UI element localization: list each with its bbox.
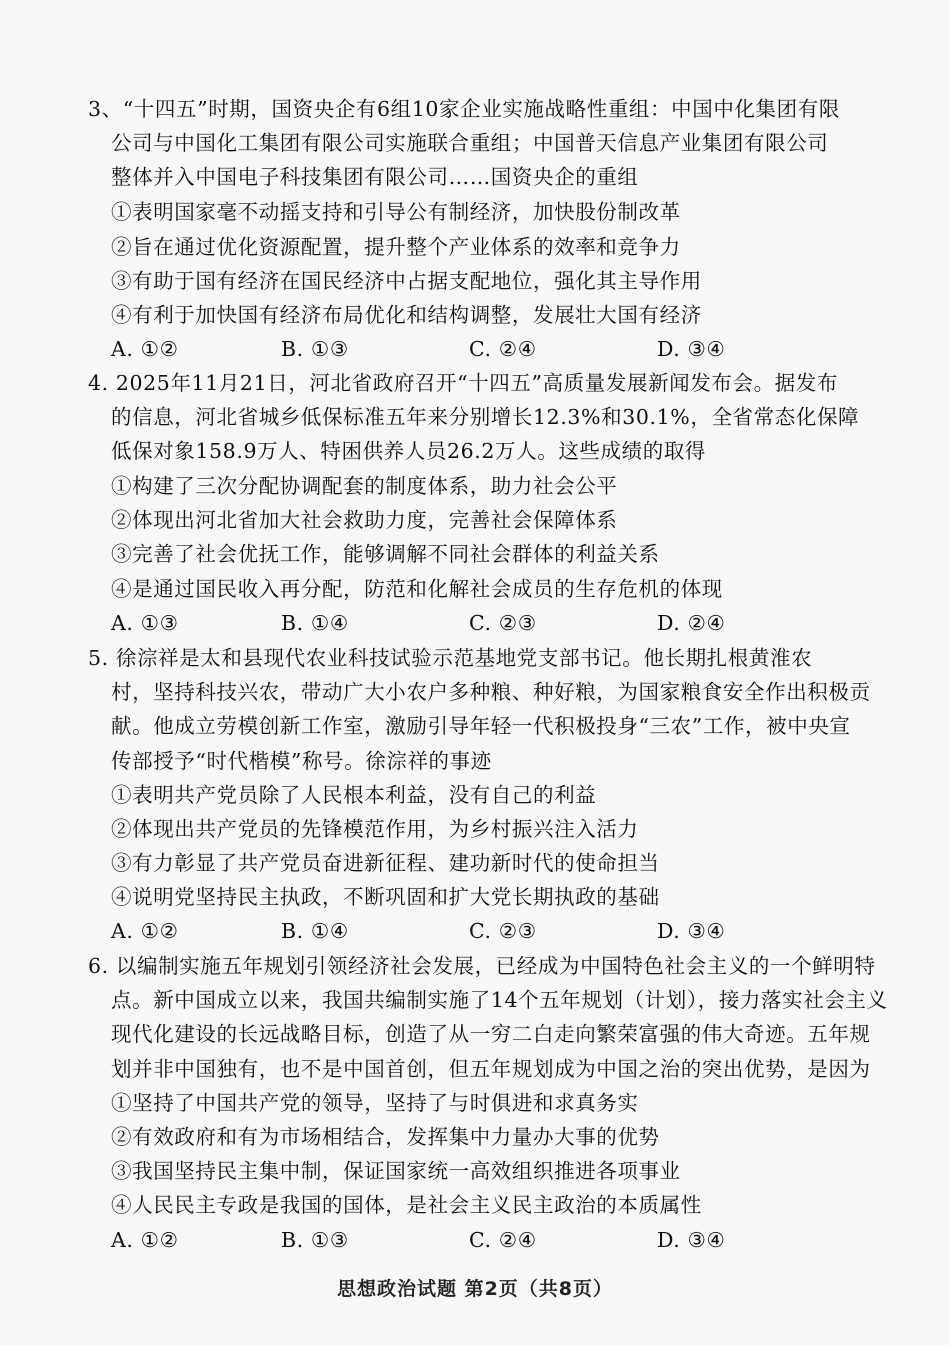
q6-statement-3: ③我国坚持民主集中制，保证国家统一高效组织推进各项事业	[111, 1159, 681, 1183]
q5-stem-line: 村，坚持科技兴农，带动广大小农户多种粮、种好粮，为国家粮食安全作出积极贡	[111, 680, 871, 704]
q4-choice-a: A. ①③	[111, 611, 179, 635]
q5-statement-3: ③有力彰显了共产党员奋进新征程、建功新时代的使命担当	[111, 851, 660, 875]
q4-choice-d: D. ②④	[657, 611, 726, 635]
q5-stem-line: 5. 徐淙祥是太和县现代农业科技试验示范基地党支部书记。他长期扎根黄淮农	[88, 646, 813, 670]
q5-choices	[111, 918, 911, 944]
q6-choice-d: D. ③④	[657, 1228, 726, 1252]
q5-stem-line: 传部授予“时代楷模”称号。徐淙祥的事迹	[111, 749, 492, 773]
q3-stem-line: 3、“十四五”时期，国资央企有6组10家企业实施战略性重组：中国中化集团有限	[88, 97, 840, 121]
q3-statement-3: ③有助于国有经济在国民经济中占据支配地位，强化其主导作用	[111, 269, 702, 293]
q6-stem-line: 点。新中国成立以来，我国共编制实施了14个五年规划（计划），接力落实社会主义	[111, 988, 888, 1012]
q6-statement-1: ①坚持了中国共产党的领导，坚持了与时俱进和求真务实	[111, 1091, 639, 1115]
q6-stem-line: 现代化建设的长远战略目标，创造了从一穷二白走向繁荣富强的伟大奇迹。五年规	[111, 1022, 871, 1046]
q4-statement-2: ②体现出河北省加大社会救助力度，完善社会保障体系	[111, 508, 618, 532]
q4-choices	[111, 610, 911, 636]
q6-choice-b: B. ①③	[281, 1228, 349, 1252]
q4-statement-4: ④是通过国民收入再分配，防范和化解社会成员的生存危机的体现	[111, 577, 723, 601]
q6-stem-line: 6. 以编制实施五年规划引领经济社会发展，已经成为中国特色社会主义的一个鲜明特	[88, 954, 876, 978]
q3-statement-1: ①表明国家毫不动摇支持和引导公有制经济，加快股份制改革	[111, 200, 681, 224]
q3-statement-4: ④有利于加快国有经济布局优化和结构调整，发展壮大国有经济	[111, 303, 702, 327]
q3-stem-line: 整体并入中国电子科技集团有限公司……国资央企的重组	[111, 165, 639, 189]
q5-statement-2: ②体现出共产党员的先锋模范作用，为乡村振兴注入活力	[111, 817, 639, 841]
q6-choice-c: C. ②④	[469, 1228, 537, 1252]
q5-statement-1: ①表明共产党员除了人民根本利益，没有自己的利益	[111, 783, 597, 807]
q4-stem-line: 的信息，河北省城乡低保标准五年来分别增长12.3%和30.1%，全省常态化保障	[111, 405, 860, 429]
q3-stem-line: 公司与中国化工集团有限公司实施联合重组；中国普天信息产业集团有限公司	[111, 131, 829, 155]
q4-statement-3: ③完善了社会优抚工作，能够调解不同社会群体的利益关系	[111, 542, 660, 566]
q6-statement-4: ④人民民主专政是我国的国体，是社会主义民主政治的本质属性	[111, 1193, 702, 1217]
q4-choice-b: B. ①④	[281, 611, 349, 635]
q3-choice-a: A. ①②	[111, 337, 179, 361]
q6-choices	[111, 1227, 911, 1253]
q3-choice-c: C. ②④	[469, 337, 537, 361]
q5-choice-a: A. ①②	[111, 919, 179, 943]
q6-stem-line: 划并非中国独有，也不是中国首创，但五年规划成为中国之治的突出优势，是因为	[111, 1057, 871, 1081]
q5-statement-4: ④说明党坚持民主执政，不断巩固和扩大党长期执政的基础	[111, 885, 660, 909]
q4-stem-line: 4. 2025年11月21日，河北省政府召开“十四五”高质量发展新闻发布会。据发布	[88, 371, 838, 395]
q4-choice-c: C. ②③	[469, 611, 537, 635]
q3-choice-d: D. ③④	[657, 337, 726, 361]
q5-stem-line: 献。他成立劳模创新工作室，激励引导年轻一代积极投身“三农”工作，被中央宣	[111, 714, 851, 738]
page-footer: 思想政治试题 第2页（共8页）	[336, 1278, 614, 1300]
q4-stem-line: 低保对象158.9万人、特困供养人员26.2万人。这些成绩的取得	[111, 439, 707, 463]
q4-statement-1: ①构建了三次分配协调配套的制度体系，助力社会公平	[111, 474, 618, 498]
q5-choice-b: B. ①④	[281, 919, 349, 943]
q3-statement-2: ②旨在通过优化资源配置，提升整个产业体系的效率和竞争力	[111, 235, 681, 259]
q5-choice-c: C. ②③	[469, 919, 537, 943]
q3-choice-b: B. ①③	[281, 337, 349, 361]
q3-choices	[111, 336, 911, 362]
q6-choice-a: A. ①②	[111, 1228, 179, 1252]
q6-statement-2: ②有效政府和有为市场相结合，发挥集中力量办大事的优势	[111, 1125, 660, 1149]
q5-choice-d: D. ③④	[657, 919, 726, 943]
